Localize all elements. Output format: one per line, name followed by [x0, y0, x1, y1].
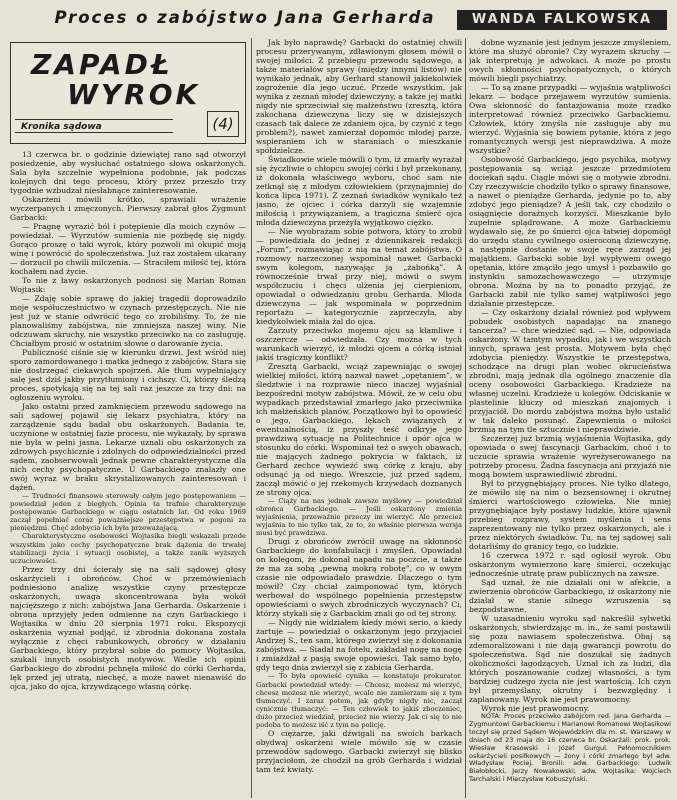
headline: Proces o zabójstwo Jana Gerharda	[54, 8, 436, 27]
column-2	[256, 38, 462, 798]
paragraph: 16 czerwca 1972 r. sąd ogłosił wyrok. Obu oskarżonym wymierzono karę śmierci, oczekując jednocześnie utratę praw publicznych na zawsze.	[469, 551, 671, 578]
paragraph: — To była opowieść cynika — konstatuje prokurator. Garbacki powiedział wtedy: — Chcesz, możesz mi wierzyć, chcesz możesz nie wierzyć, wcale nie zamierzam się z tym tłumaczyć. I zaraz potem, jak gdyby nigdy nic, zaczął cynicznie tłumaczyć: — Ten człowiek to jakiś zboczeniec, dużo przecież wiedział, przecież nie wierzy. Jak ci się to nie podoba to możesz iść z tym na policję.	[256, 672, 462, 730]
paragraph: To nie z ławy oskarżonych podnosi się Marian Roman Wojtasik:	[10, 276, 246, 294]
paragraph: Zarzuty przeciwko mojemu ojcu są kłamliwe i oszczercze — odwiedzała. Czy można w tych warunkach wierzyć, iż młodzi ojcem a córką istniał jakiś tragiczny konflikt?	[256, 326, 462, 362]
section-label: Kronika sądowa	[15, 119, 173, 133]
paragraph: — Nigdy nie widziałem kiedy mówi serio, a kiedy żartuje — powiedział o oskarżonym jego przyjaciel Andrzej S., ten sam, którego zwierzył się z dokonania zabójstwa. — Siadał na fotelu, zakładał nogę na nogę i zmiażdżał z pasją swoje opowieści. Tak samo było, gdy tego dnia zwierzył się z zabicia Gerharda.	[256, 618, 462, 673]
paragraph: dobne wyznanie jest jednym jeszcze zmyśleniem, które ma służyć obronie? Czy wyrazem skruchy — jak interpretują je adwokaci. A może po prostu owych skłonności psychopatycznych, o których mówili biegli psychiatrzy.	[469, 38, 671, 83]
paragraph: Oskarżeni mówili krótko, sprawiali wrażenie wyczerpanych i zmęczonych. Pierwszy zabrał głos Zygmunt Garbacki:	[10, 195, 246, 222]
paragraph: Jako ostatni przed zamknięciem przewodu sądowego na sali sądowej pojawił się lekarz psychiatra, który na zarządzenie sądu badał obu oskarżonych. Badania te, uczynione w ostatniej fazie procesu, nie wykazały, by sprawa nie była w pełni jasna. Lekarze uznali obu oskarżonych za zdrowych psychicznie i zdolnych do odpowiedzialności przed sądem, zaobserwowali jednak pewne charakterystyczne dla nich cechy psychopatyczne. U Garbackiego znalazły one swój wyraz w braku skrystalizowanych zainteresowań i dążeń.	[10, 402, 246, 492]
paragraph: Był to przygnębiający proces. Nie tylko dlatego, że mówiło się na nim o bezsensownej i okrutnej śmierci wartościowego człowieka. Nie mniej przygnębiające były postawy ludzkie, które ujawnił przebieg rozprawy, system myślenia i sens zaprezentowany nie tylko przez oskarżonych, ale i przez niektórych świadków. Tu, na tej sądowej sali dotarliśmy do granicy tego, co ludzkie.	[469, 479, 671, 551]
footnote: NOTA: Proces przeciwko zabójcom red. Jana Gerharda — Zygmuntowi Garbackiemu i Marianowi Romanowi Wojtasikowi toczył się przed Sądem Wojewódzkim dla m. st. Warszawy w dniach od 23 maja do 16 czerwca br. Oskarżali: prok. prok. Wiesław Krasowski i Józef Gurgul. Pełnomocnikiem oskarżycieli posiłkowych — żony i córki zmarłego był adw. Władysław Pociej. Bronili: adw. Garbackiego: Ludwik Białobłocki, Jerzy Nowakowski; adw. Wojtasika: Wojciech Tarchalski i Mieczysław Kobuszyński.	[469, 712, 671, 784]
column-rule	[465, 38, 466, 798]
paragraph: Jak było naprawdę? Garbacki do ostatniej chwili procesu przerywanym, zdławionym głosem mówił o swojej miłości. Z przebiegu przewodu sądowego, a także materiałów sprawy (między innymi listów) nie wynikało jednak, aby Gerhard stanowił jakiekolwiek zagrożenie dla jego uczuć. Przede wszystkim, jak wynika z zeznań młodej dziewczyny, a także jej matki nigdy nie sprzeciwiał się małżeństwu (zresztą, która zakochana dziewczyna liczy się w dzisiejszych czasach tak dalece ze zdaniem ojca, by czynić z tego problem?), nawet zamierzał dopomóc młodej parze, wspieraniem ich w staraniach o mieszkanie spółdzielcze.	[256, 38, 462, 155]
part-number: (4)	[207, 111, 239, 137]
column-1	[10, 150, 246, 798]
column-3	[469, 38, 671, 798]
paragraph: — Czy oskarżony działał również pod wpływem pobudek osobistych napadając na znanego tancerza? — chce wiedzieć sąd. — Nie, odpowiada oskarżony. W tamtym wypadku, jak i we wszystkich innych, sprawa jest prosta. Motywem była chęć zdobycia pieniędzy. Wszystkie te przestępstwa, schodzące na drugi plan wobec okrucieństwa zbrodni, mają jednak dla ogólnego znaczenie dla oceny osobowości Garbackiego. Kradzieże na własnej uczelni. Kradzieże u kolegów. Odciskanie w plastelinie kluczy od mieszkań znajomych i przyjaciół. Do mordu zabójstwa można było ustalić w tak daleko posunąć. Zapewnienia o miłości brzmią na tym tle sztucznie i nieprawdziwie.	[469, 308, 671, 434]
paragraph: Wyrok nie jest prawomocny.	[481, 704, 590, 713]
title-line-1: ZAPADŁ	[31, 48, 173, 81]
paragraph: Świadkowie wiele mówili o tym, iż zmarły wyrażał się życzliwie o chłopcu swojej córki i był przekonany, iż dokonała właściwego wyboru, choć sam nie zetknął się z młodym człowiekiem (przynajmniej do końca lipca 1971). Z zeznań świadków wynikało też jasno, że ojciec i córka darzyli się wzajemnie miłością i przywiązaniem, a tragiczna śmierć ojca młoda dziewczyna przeżyła wyjątkowo ciężko.	[256, 155, 462, 227]
title-line-2: WYROK	[67, 78, 201, 111]
paragraph: Publiczność ciśnie się w kierunku drzwi. Jest wśród niej sporo zamordowanego i matka jednego z zabójców. Stara się nie dostrzegać ciekawych spojrzeń. Ale tłum wypełniający salę jest dziś jakby przytłumiony i cichszy. Ci, którzy śledzą proces, spotykają się na tej sali raz jeszcze za trzy dni: na ogłoszeniu wyroku.	[10, 348, 246, 402]
paragraph: Szczerzej już brzmią wyjaśnienia Wojtasika, gdy opowiada o swej fascynacji Garbackim, choć i to uczucie sprawia wrażenie wyreżyserowanego na potrzeby procesu. Żadna fascynacja ani przyjaźń nie mogą bowiem usprawiedliwić zbrodni.	[469, 434, 671, 479]
paragraph: — Nie wyobrażam sobie potwora, który to zrobił — powiedziała do jednej z dziennikarek redakcji „Forum”, rozmawiając z nią na temat zabójstwa. O rozmowy narzeczonej wspominał nawet Garbacki swym kolegom, nazywając ją „żabońką”. A równocześnie trwał przy niej, mówił o swym współczuciu i chęci ulżenia jej cierpieniom, opowiadał o odwiedzaniu grobu Gerharda. Młoda dziewczyna — jak wspominała w poprzednim reportażu — kategorycznie zaprzeczyła, aby kiedykolwiek miała żal do ojca.	[256, 227, 462, 326]
paragraph: W uzasadnieniu wyroku sąd nakreślił sylwetki oskarżonych, stwierdzając m. in., że sami postawili się poza nawiasem społeczeństwa. Obaj są zdemoralizowani i nie dają gwarancji powrotu do społeczeństwa. Sąd nie doszukał się żadnych okoliczności łagodzących. Uznał ich za ludzi, dla których poszanowanie cudzej własności, a tym bardziej cudzego życia nie jest wartością. Ich czyn był przemyślany, okrutny i bezwzględny i zaplanowany. Wyrok nie jest prawomocny.	[469, 614, 671, 704]
paragraph: O ciężarze, jaki dźwigali na swoich barkach obydwaj oskarżeni wiele mówiło się w czasie przewodów sądowego. Garbacki zwierzył się blisko przyjaciołom, że chodził na grób Gerharda i widział tam też kwiaty.	[256, 729, 462, 775]
paragraph: Drugi z obrońców zwrócił uwagę na skłonność Garbackiego do konfabulacji i zmyśleń. Opowiadał on kolegom, że dokonał napadu na poczcie, a także że ma za sobą „pewną mokrą robotę”, co w owym czasie nie odpowiadało prawdzie. Dlaczego o tym mówił? Czy chciał zaimponować tym, których werbował do wspólnego popełnienia przestępstw opowieściami o swych zbrodniczych wyczynach? Ci, którzy stykali się z Garbackim znali go od tej strony.	[256, 537, 462, 619]
paragraph: Sąd uznał, że nie działali oni w afekcie, a zwierzenia obrońców Garbackiego, iż oskarżony nie działał w stanie silnego wzruszenia są bezpodstawne.	[469, 578, 671, 614]
paragraph: Przez trzy dni ścierały się na sali sądowej głosy oskarżycieli i obrońców. Choć w przemówieniach podniesiono analizę wszystkie czyny przestępcze oskarżonych, uwaga skoncentrowana była wokół najcięższego z nich: zabójstwa Jana Gerharda. Oskarżenie i obrona uprzyjęły jeden odmienne na czyn Garbackiego i Wojtasika w dniu 20 sierpnia 1971 roku. Ekspozycji oskarżenia wyznał podjąć, iż zbrodnia dokonana została wyłącznie z chęci rabunkowych, obrońcy w działaniu Garbackiego, który przybrał sobie do pomocy Wojtasika, szukali innych osobistych motywów. Wedle ich opinii Garbackiego do zbrodni pchnęła miłość do córki Gerharda, lęk przed jej utratą, niechęć, a może nawet nienawiść do ojca, jako do ojca, krzywdzącego własną córkę.	[10, 564, 246, 691]
title-box	[10, 42, 246, 144]
paragraph: Zresztą Garbacki, wciąż zapewniając o swojej wielkiej miłości, którą nazwał nawet „opętaniem”, w śledztwie i na rozprawie nieco inaczej wyjaśniał bezpośredni motyw zabójstwa. Mówił, że w celu obu wypadkach przedstawiał zmarłego jako przeciwnika ich małżeńskich planów. Początkowo był to opowieść o jego, Garbackiego, lękach związanych z ewentualnością, iż przyszły teść odkryje jego prawdziwą sytuację na Politechnice i opór ojca w stosunku do córki. Wspominał też o swych obawach, nie mających żadnego pokrycia w faktach, iż Gerhard zechce wywieźć swą córkę z kraju, aby odsunąć ją od niego. Wreszcie, już przed sądem, zaczął mówić o jej rzekomych krzywdach doznanych ze strony ojca.	[256, 362, 462, 497]
paragraph: — Zdaję sobie sprawę do jakiej tragedii doprowadziło moje współuczestnictwo w czynach przestępczych. Nie nie jest już w stanie odwrócić tego co zrobiliśmy. To, że nie planowaliśmy zabójstwa, nie zmniejsza naszej winy. Nie odczuwam skruchy, nie wszystko przeciwko na co zasługuję. Chciałbym prosić w ostatnim słowie o darowanie życia.	[10, 294, 246, 348]
author-banner: WANDA FALKOWSKA	[457, 10, 667, 30]
paragraph: Osobowość Garbackiego, jego psychika, motywy postępowania są wciąż jeszcze przedmiotem dociekań sądu. Ciągle mówi się o motywie zbrodni. Czy rzeczywiście chodziło tylko o sprawy finansowe, a nawet o pieniądze Gerharda, jedynie po to, aby zdobyć jego pieniądze? A jeśli tak, czy chodziło o osiągnięcie doraźnych korzyści. Mieszkanie było zupełnie splądrowane. A może Garbackiemu wydawało się, że po śmierci ojca łatwiej dopomógł do urzędu stanu cywilnego osieroconą dziewczynę, a następnie dostanie w swoje ręce zarząd jej majątkiem. Garbacki sobie był wypływem owego opętania, które zmąciło jego umysł i pozbawiło go instynktu samozachowawczego — utrzymuje obrona. Można by na to ponadto przyjąć, że Garbacki zabił nie tylko samej wątpliwości jego działanie przestępcze.	[469, 155, 671, 308]
paragraph: — Pragnę wyrazić ból i potępienie dla moich czynów — powiedział. — Wyrzutów sumienia nie pozbędę się nigdy. Gorąco proszę o taki wyrok, który pozwoli mi okupić moją winę i powrócić do społeczeństwa. Już raz zostałem ukarany — dorzucił po chwili milczenia. — Straciłem miłość tej, która kochałem nad życie.	[10, 222, 246, 276]
paragraph: Charakterystyczne osobowości Wojtasika biegli wskazali przede wszystkim jako cechy psychopatyczne brak dążenia do trwałej stabilizacji życia i sytuacji osobistej, a także zanik wyższych uczuciowości.	[10, 532, 246, 565]
paragraph: — Ciąży na nas jednak zawsze myślowy — powiedział obrońca Garbackiego. — Jeśli oskarżony zmienia wyjaśnienia, przeważnie przeczy im wierzyć. Ale przecież wyjaśnia to nie tylko tak, że to, że właśnie pierwsza wersja musi być prawdziwa.	[256, 497, 462, 538]
paragraph: — To są znane przypadki — wyjaśnia wątpliwości lekarz — bodące przejawem wyrzutów sumienia. Owa skłonność do fantazjowania może rzadko interpretować również przeciwko Garbackiemu. Człowiek, który zmyśla nie zasługuje aby mu wierzyć. Wyjaśnia się bowiem pytanie, która z jego romantycznych wersji jest nieprawdziwa. A może wszystkie?	[469, 83, 671, 155]
paragraph: — Trudności finansowe sterowały całym jego postępowaniem — powiedział jeden z biegłych. Opinia ta trafnie charakteryzuje postępowanie Garbackiego w ciągu ostatnich lat. Od roku 1969 zaczął popełniać coraz poważniejsze przestępstwa w pogoni za pieniędzmi. Chęć zdobycia ich była przeważającą.	[10, 492, 246, 533]
paragraph: 13 czerwca br. o godzinie dziewiątej rano sąd otworzył posiedzenie, aby wysłuchać ostatniego słowa oskarżonych. Sala była szczelnie wypełniona podobnie, jak podczas kolejnych dni tego procesu, który przez przeszło trzy tygodnie wzbudzał niesłabnące zainteresowanie.	[10, 150, 246, 195]
column-rule	[251, 38, 252, 798]
